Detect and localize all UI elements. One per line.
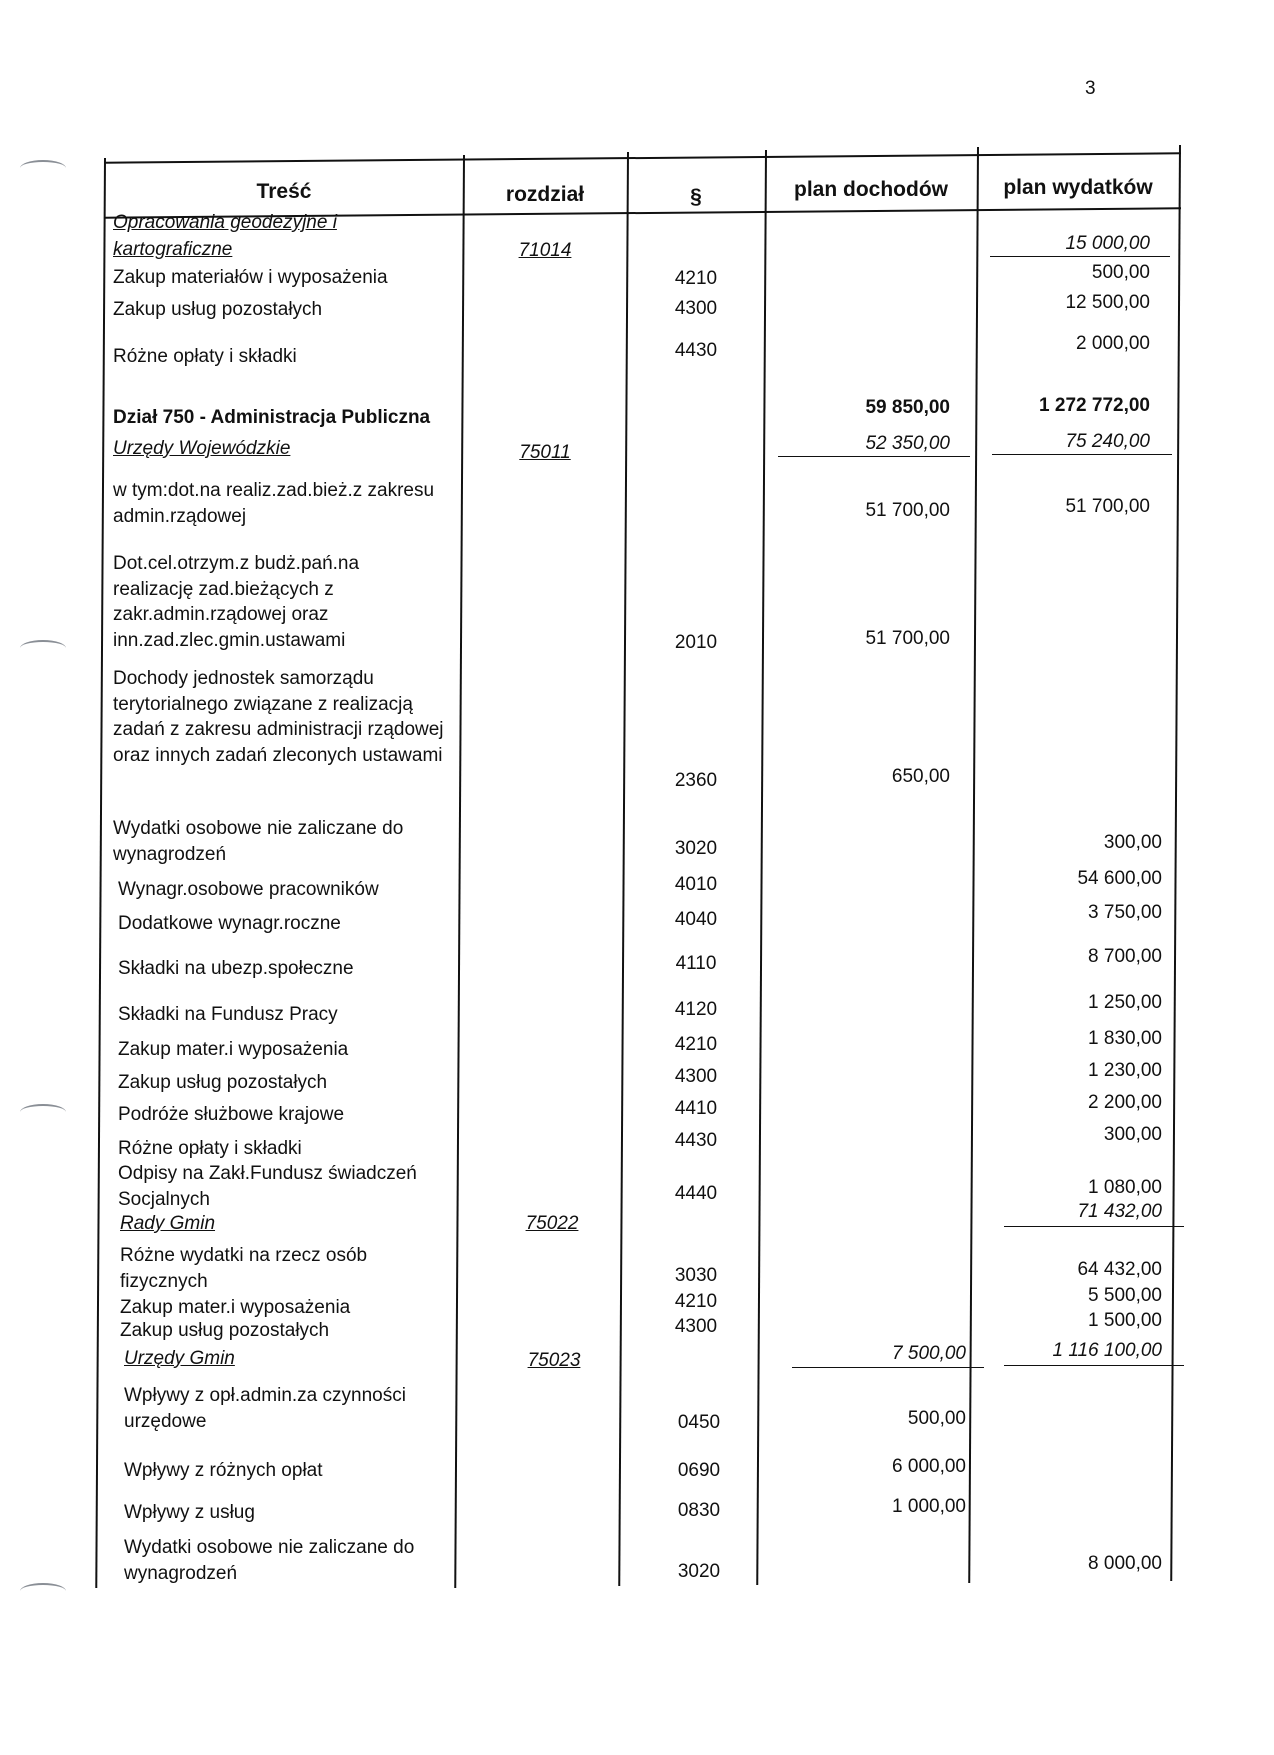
row-paragraf: 4300 [674, 1066, 718, 1087]
row-wydatki: 1 080,00 [1088, 1177, 1162, 1198]
row-wydatki: 2 000,00 [1076, 333, 1150, 354]
subtotal-underline [1004, 1226, 1184, 1227]
row-wydatki: 1 250,00 [1088, 992, 1162, 1013]
row-dochody: 51 700,00 [865, 628, 950, 649]
row-paragraf: 4440 [674, 1183, 718, 1204]
row-tresc: Odpisy na Zakł.Fundusz świadczeń Socjalnych [118, 1163, 417, 1210]
table-top-border [104, 152, 1181, 163]
row-tresc: Wydatki osobowe nie zaliczane do wynagrodzeń [113, 818, 404, 865]
row-tresc: Wpływy z różnych opłat [124, 1460, 323, 1481]
header-rozdzial: rozdział [505, 183, 585, 206]
row-paragraf: 4110 [675, 953, 717, 974]
col-line-left [95, 158, 106, 1588]
row-tresc: Składki na ubezp.społeczne [118, 958, 354, 979]
subtotal-underline [1004, 1365, 1184, 1366]
row-tresc: Zakup materiałów i wyposażenia [113, 267, 388, 288]
row-wydatki: 1 830,00 [1088, 1028, 1162, 1049]
row-dochody: 51 700,00 [865, 500, 950, 521]
row-tresc: kartograficzne [113, 239, 233, 260]
row-paragraf: 2360 [674, 770, 718, 791]
row-dochody: 6 000,00 [892, 1456, 966, 1477]
col-line-dochody [756, 150, 767, 1585]
margin-mark [20, 1583, 66, 1599]
row-wydatki: 1 230,00 [1088, 1060, 1162, 1081]
row-tresc: Wpływy z usług [124, 1502, 255, 1523]
row-tresc: Zakup usług pozostałych [120, 1320, 330, 1341]
margin-mark [20, 640, 66, 656]
row-paragraf: 0450 [677, 1412, 721, 1433]
row-paragraf: 3030 [674, 1265, 718, 1286]
row-tresc: Zakup usług pozostałych [118, 1072, 328, 1093]
row-tresc: Wynagr.osobowe pracowników [118, 879, 379, 900]
row-paragraf: 4210 [674, 1291, 718, 1312]
col-line-rozdzial [454, 155, 465, 1588]
row-wydatki: 300,00 [1103, 1124, 1162, 1145]
header-wydatki: plan wydatków [1003, 176, 1153, 199]
row-tresc: Opracowania geodezyjne i [113, 212, 337, 233]
row-paragraf: 3020 [674, 838, 718, 859]
row-tresc: Różne opłaty i składki [118, 1138, 302, 1159]
row-tresc: Zakup mater.i wyposażenia [120, 1297, 351, 1318]
row-tresc: Wpływy z opł.admin.za czynności urzędowe [124, 1385, 406, 1432]
row-wydatki: 15 000,00 [1065, 233, 1150, 254]
row-paragraf: 4040 [674, 909, 718, 930]
row-paragraf: 4430 [674, 340, 718, 361]
row-tresc: Podróże służbowe krajowe [118, 1104, 345, 1125]
row-paragraf: 4010 [674, 874, 718, 895]
row-wydatki: 75 240,00 [1065, 431, 1150, 452]
subtotal-underline [792, 1367, 984, 1368]
row-dochody: 650,00 [891, 766, 950, 787]
header-dochody: plan dochodów [794, 178, 948, 201]
row-wydatki: 51 700,00 [1065, 496, 1150, 517]
row-paragraf: 4210 [674, 268, 718, 289]
row-dochody: 7 500,00 [892, 1343, 966, 1364]
row-paragraf: 0830 [677, 1500, 721, 1521]
row-wydatki: 71 432,00 [1077, 1201, 1162, 1222]
row-tresc: Wydatki osobowe nie zaliczane do wynagrodzeń [124, 1537, 415, 1584]
row-wydatki: 500,00 [1091, 262, 1150, 283]
header-paragraf: § [690, 185, 702, 208]
row-wydatki: 1 500,00 [1088, 1310, 1162, 1331]
row-dochody: 500,00 [907, 1408, 966, 1429]
row-wydatki: 12 500,00 [1065, 292, 1150, 313]
row-wydatki: 3 750,00 [1088, 902, 1162, 923]
row-tresc: Zakup mater.i wyposażenia [118, 1039, 349, 1060]
row-wydatki: 1 116 100,00 [1052, 1340, 1162, 1361]
row-tresc: Urzędy Wojewódzkie [113, 438, 291, 459]
row-wydatki: 5 500,00 [1088, 1285, 1162, 1306]
margin-mark [20, 160, 66, 176]
row-tresc: Dział 750 - Administracja Publiczna [113, 407, 431, 428]
row-wydatki: 54 600,00 [1077, 868, 1162, 889]
row-paragraf: 4410 [674, 1098, 718, 1119]
row-tresc: Urzędy Gmin [124, 1348, 235, 1369]
row-paragraf: 4210 [674, 1034, 718, 1055]
row-tresc: Zakup usług pozostałych [113, 299, 323, 320]
row-paragraf: 4120 [674, 999, 718, 1020]
row-wydatki: 64 432,00 [1077, 1259, 1162, 1280]
row-tresc: Rady Gmin [120, 1213, 216, 1234]
row-rozdzial: 71014 [518, 240, 572, 261]
row-tresc: Dochody jednostek samorządu terytorialnego związane z realizacją zadań z zakresu administracji rządowej oraz innych zadań zleconych ustawami [113, 668, 444, 766]
header-tresc: Treść [256, 180, 312, 203]
row-rozdzial: 75023 [527, 1350, 581, 1371]
row-paragraf: 2010 [674, 632, 718, 653]
row-paragraf: 3020 [677, 1561, 721, 1582]
subtotal-underline [990, 256, 1170, 257]
subtotal-underline [992, 454, 1172, 455]
subtotal-underline [778, 456, 970, 457]
margin-mark [20, 1104, 66, 1120]
row-dochody: 59 850,00 [865, 397, 950, 418]
row-tresc: Różne wydatki na rzecz osób fizycznych [120, 1245, 368, 1292]
row-paragraf: 4430 [674, 1130, 718, 1151]
row-wydatki: 8 000,00 [1088, 1553, 1162, 1574]
row-wydatki: 1 272 772,00 [1039, 395, 1150, 416]
row-tresc: w tym:dot.na realiz.zad.bież.z zakresu admin.rządowej [113, 480, 435, 527]
row-paragraf: 4300 [674, 298, 718, 319]
row-dochody: 1 000,00 [892, 1496, 966, 1517]
row-wydatki: 300,00 [1103, 832, 1162, 853]
row-tresc: Składki na Fundusz Pracy [118, 1004, 338, 1025]
row-tresc: Dot.cel.otrzym.z budż.pań.na realizację zad.bieżących z zakr.admin.rządowej oraz inn.zad.zlec.gmin.ustawami [113, 553, 360, 651]
row-paragraf: 0690 [677, 1460, 721, 1481]
row-paragraf: 4300 [674, 1316, 718, 1337]
row-rozdzial: 75022 [525, 1213, 579, 1234]
page-number: 3 [1085, 78, 1096, 99]
row-dochody: 52 350,00 [865, 433, 950, 454]
row-wydatki: 8 700,00 [1088, 946, 1162, 967]
row-wydatki: 2 200,00 [1088, 1092, 1162, 1113]
row-tresc: Różne opłaty i składki [113, 346, 297, 367]
row-rozdzial: 75011 [519, 442, 571, 463]
row-tresc: Dodatkowe wynagr.roczne [118, 913, 341, 934]
